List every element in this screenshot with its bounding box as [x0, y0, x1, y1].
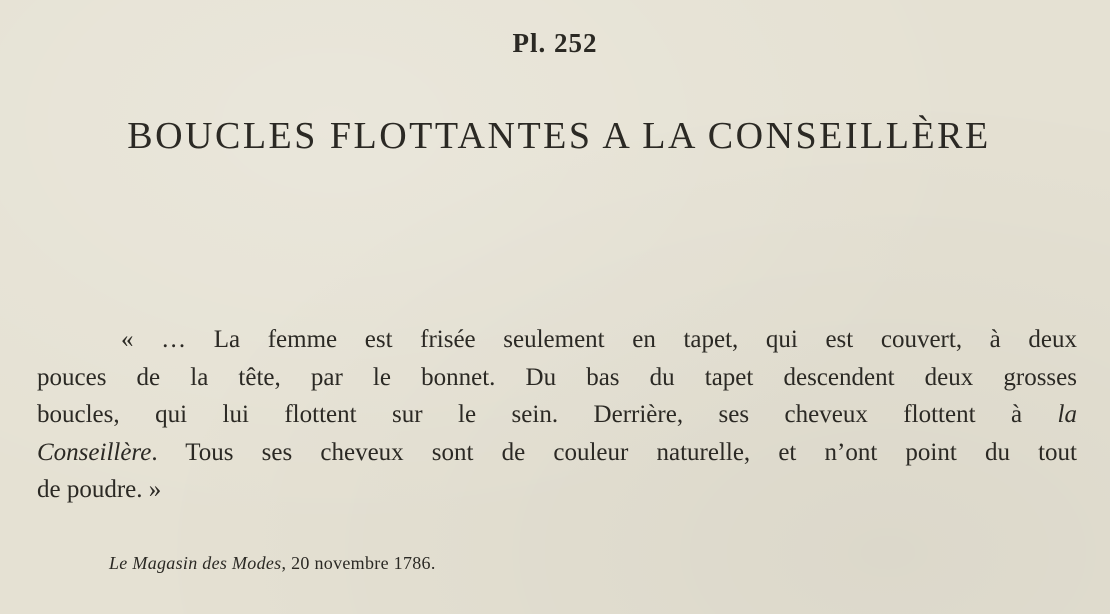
quote-line [37, 396, 1077, 434]
quote-line-3-text: boucles, qui lui flottent sur le sein. Derrière, ses cheveux flottent à [37, 401, 1023, 428]
quote-line-1-text: « … La femme est frisée seulement en tapet, qui est couvert, à deux [121, 326, 1077, 353]
page-title: BOUCLES FLOTTANTES A LA CONSEILLÈRE [127, 115, 991, 157]
quote-line-4-text: . Tous ses cheveux sont de couleur naturelle, et n’ont point du tout [151, 438, 1077, 466]
quote-paragraph [37, 321, 1077, 509]
quote-line-4-italic: Conseillère [37, 438, 152, 466]
source-publication: Le Magasin des Modes [109, 553, 282, 573]
quote-line-2-text: pouces de la tête, par le bonnet. Du bas du tapet descendent deux grosses [37, 363, 1077, 391]
source-citation [109, 553, 436, 574]
quote-line-3-italic: la [1057, 401, 1077, 428]
quote-line [37, 359, 1077, 397]
source-date: , 20 novembre 1786. [281, 553, 436, 573]
quote-line [37, 471, 1077, 509]
plate-number: Pl. 252 [512, 28, 598, 58]
quote-line [37, 321, 1077, 359]
quote-line-5-text: de poudre. » [37, 476, 162, 503]
quote-line [37, 434, 1077, 472]
